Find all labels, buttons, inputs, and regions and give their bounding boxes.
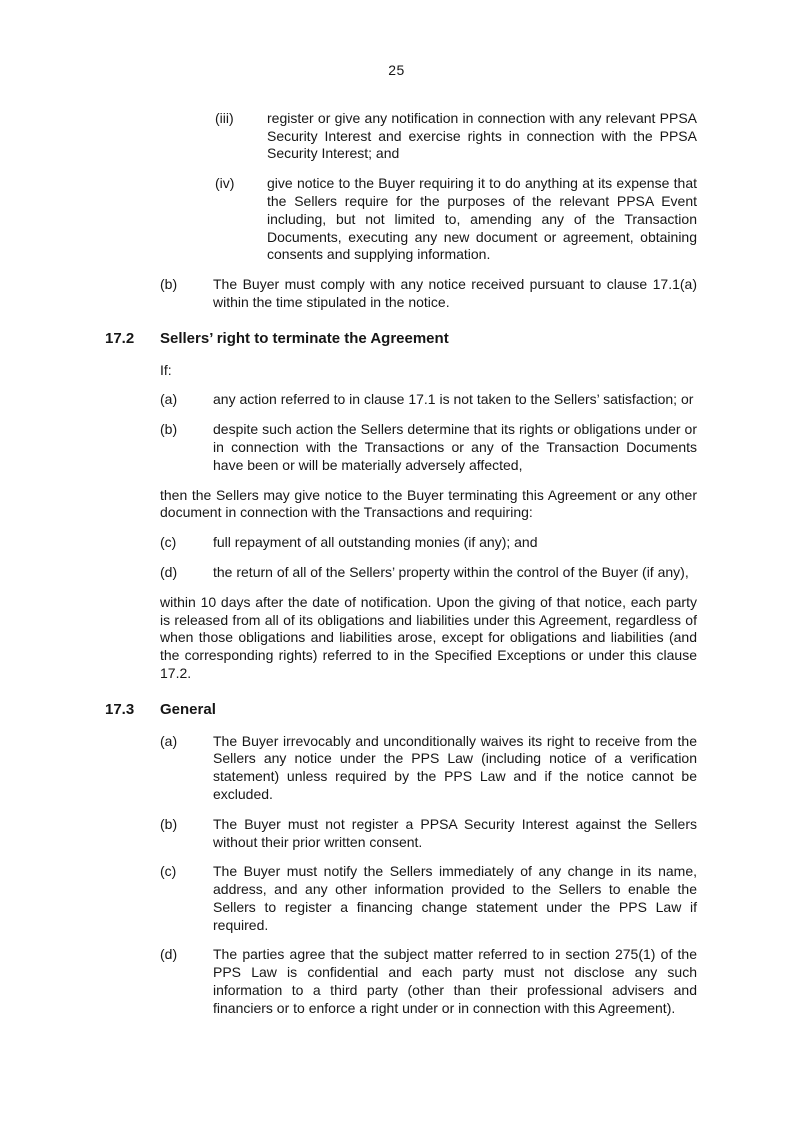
list-item-b bbox=[160, 276, 697, 312]
list-item-c2 bbox=[160, 863, 697, 934]
list-item-a bbox=[160, 391, 697, 409]
list-item-b3 bbox=[160, 816, 697, 852]
list-item-text: The parties agree that the subject matter referred to in section 275(1) of the PPS Law is confidential and each party must not disclose any such information to a third party (other than their professional advisers and financiers or to enforce a right under or in connection with this Agreement). bbox=[213, 946, 697, 1016]
list-item-text: give notice to the Buyer requiring it to do anything at its expense that the Sellers require for the purposes of the relevant PPSA Event including, but not limited to, amending any of the Transaction Documents, executing any new document or agreement, obtaining consents and supplying information. bbox=[267, 175, 697, 263]
list-marker: (d) bbox=[160, 946, 178, 963]
list-item-text: register or give any notification in connection with any relevant PPSA Security Interest and exercise rights in connection with the PPSA Security Interest; and bbox=[267, 109, 697, 162]
clause-heading-17-3 bbox=[105, 701, 697, 719]
list-item-text: The Buyer must notify the Sellers immediately of any change in its name, address, and any other information provided to the Sellers to enable the Sellers to register a financing change statement under the PPS Law if required. bbox=[213, 863, 697, 933]
list-item-a2 bbox=[160, 733, 697, 804]
list-item-text: full repayment of all outstanding monies (if any); and bbox=[213, 534, 538, 551]
clause-number: 17.2 bbox=[105, 329, 135, 347]
list-item-iii bbox=[215, 110, 697, 163]
list-item-text: The Buyer must not register a PPSA Security Interest against the Sellers without their prior written consent. bbox=[213, 815, 697, 850]
list-marker: (a) bbox=[160, 732, 178, 749]
clause-title: Sellers’ right to terminate the Agreement bbox=[160, 329, 449, 347]
clause-title: General bbox=[160, 700, 216, 718]
paragraph-if: If: bbox=[160, 361, 172, 378]
list-item-d bbox=[160, 564, 697, 582]
list-item-text: any action referred to in clause 17.1 is not taken to the Sellers’ satisfaction; or bbox=[213, 391, 694, 408]
list-marker: (iii) bbox=[215, 109, 234, 126]
list-item-text: the return of all of the Sellers’ property within the control of the Buyer (if any), bbox=[213, 563, 689, 580]
list-item-b2 bbox=[160, 421, 697, 474]
paragraph-within-10-days: within 10 days after the date of notification. Upon the giving of that notice, each party is released from all of its obligations and liabilities under this Agreement, regardless of when those obligations and liabilities arose, except for obligations and liabilities (and the corresponding rights) referred to in the Specified Exceptions or under this clause 17.2. bbox=[160, 593, 697, 681]
list-marker: (b) bbox=[160, 276, 178, 293]
list-item-iv bbox=[215, 175, 697, 264]
list-marker: (c) bbox=[160, 863, 177, 880]
list-marker: (d) bbox=[160, 563, 178, 580]
list-item-d2 bbox=[160, 946, 697, 1017]
list-item-c bbox=[160, 534, 697, 552]
list-marker: (c) bbox=[160, 534, 177, 551]
list-item-text: The Buyer irrevocably and unconditionally waives its right to receive from the Sellers any notice under the PPS Law (including notice of a verification statement) unless required by the PPS Law and if the notice cannot be excluded. bbox=[213, 732, 697, 802]
page-number: 25 bbox=[388, 62, 405, 78]
paragraph-then: then the Sellers may give notice to the Buyer terminating this Agreement or any other document in connection with the Transactions and requiring: bbox=[160, 486, 697, 521]
list-item-text: despite such action the Sellers determine that its rights or obligations under or in connection with the Transactions or any of the Transaction Documents have been or will be materially adversely affected, bbox=[213, 421, 697, 473]
clause-number: 17.3 bbox=[105, 700, 135, 718]
list-marker: (b) bbox=[160, 815, 178, 832]
clause-heading-17-2 bbox=[105, 330, 697, 348]
list-item-text: The Buyer must comply with any notice received pursuant to clause 17.1(a) within the time stipulated in the notice. bbox=[213, 276, 697, 310]
list-marker: (iv) bbox=[215, 175, 235, 192]
list-marker: (a) bbox=[160, 391, 178, 408]
list-marker: (b) bbox=[160, 421, 178, 438]
